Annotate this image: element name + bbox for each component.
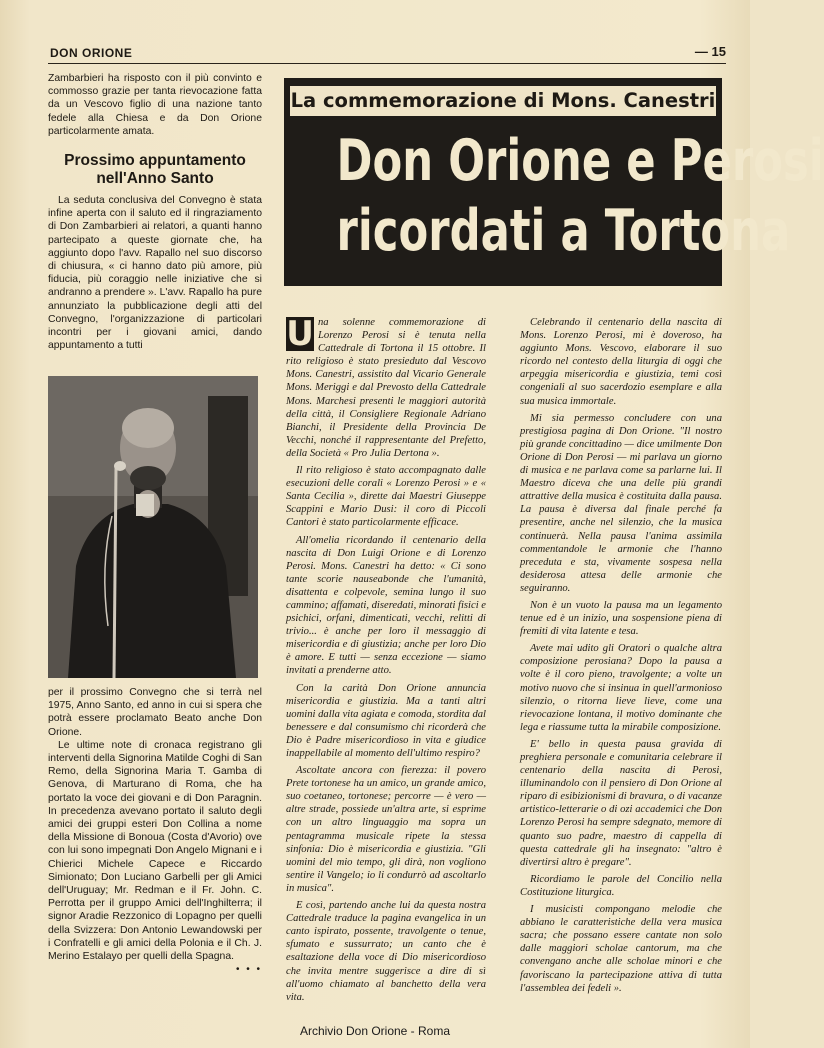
body-paragraph: Con la carità Don Orione annuncia misericordia e giustizia. Ma a tanti altri uomini dalla vita agiata e comoda, stordita dal benessere e dal consumismo chi ricorderà che Dio è Padre misericordioso in vita e giudice inappellabile al momento dell'ultimo respiro? <box>286 682 486 759</box>
body-paragraph: E così, partendo anche lui da questa nostra Cattedrale traduce la pagina evangelica in un canto ispirato, possente, travolgente o tenue, sfumato e sussurrato; un canto che è esaltazione della voce di Dio misericordioso che invita mentre suggerisce a dire di sì all'uomo chiamato al banchetto della vera vita. <box>286 900 486 1003</box>
intro-paragraph: Zambarbieri ha risposto con il più convinto e commosso grazie per tanta rievocazione fatta da un Vescovo figlio di una nazione tanto fedele alla Chiesa e da Don Orione particolarmente amata. <box>48 73 262 137</box>
lead-paragraph: U na solenne commemorazione di Lorenzo Perosi si è tenuta nella Cattedrale di Tortona il 15 ottobre. Il rito religioso è stato presieduto dal Vescovo Mons. Canestri, assistito dal Vicario Generale Mons. Meriggi e dal Prevosto della Cattedrale Mons. Marchesi presenti le maggiori autorità della città, il Consigliere Regionale Adriano Bianchi, il Presidente della Provincia De Vecchi, nonché il rappresentante del Prefetto, della Società « Pro Julia Dertona ». <box>286 314 486 459</box>
article-title-block <box>284 78 824 286</box>
body-paragraph: I musicisti compongano melodie che abbiano le caratteristiche della vera musica sacra; che possano essere cantate non solo dalle maggiori scholae cantorum, ma che convengano anche alle scholae minori e che favoriscano la partecipazione attiva di tutta l'assemblea dei fedeli ». <box>520 904 722 994</box>
archive-footer: Archivio Don Orione - Roma <box>299 1024 451 1038</box>
body-paragraph: La seduta conclusiva del Convegno è stata infine aperta con il saluto ed il ringraziamento di Don Zambarbieri ai relatori, a quanti hanno partecipato a queste giornate che, ha aggiunto dopo l'avv. Rapallo nel suo discorso di chiusura, « ci hanno dato più amore, più fiducia, più coraggio nelle iniziative che si andranno a prendere ». L'avv. Rapallo ha pure annunziato la pubblicazione degli atti del Convegno, l'organizzazione di particolari incontri per i giovani amici, dando appuntamento a tutti <box>48 195 262 352</box>
body-paragraph: per il prossimo Convegno che si terrà nel 1975, Anno Santo, ed anno in cui si spera che potrà essere proclamato Beato anche Don Orione. <box>48 687 262 738</box>
page-number: — 15 <box>694 44 726 59</box>
left-column <box>48 72 262 352</box>
body-paragraph: Ascoltate ancora con fierezza: il povero Prete tortonese ha un amico, un grande amico, suo coetaneo, tortonese; percorre — è vero — altre strade, possiede un'altra arte, si esprime con un altro linguaggio ma sopra un pentagramma musicale ripete la stessa sinfonia: Dio è misericordia e giustizia. "Gli uomini del mio tempo, gli dirà, non vogliono sentire il Vangelo; io li condurrò ad ascoltarlo in musica". <box>286 765 486 894</box>
title-line-2: ricordati a Tortona <box>336 198 791 264</box>
section-subhead: Prossimo appuntamento nell'Anno Santo <box>64 152 246 188</box>
body-paragraph: Avete mai udito gli Oratori o qualche altra composizione perosiana? Dopo la pausa a volte è il coro pieno, travolgente; a volte un motivo nuovo che si insinua in quell'armonioso silenzio, o ritorna lieve lieve, come una rievocazione lontana, il motivo dominante che lega e riassume tutta la mirabile composizione. <box>520 643 722 733</box>
body-paragraph: Non è un vuoto la pausa ma un legamento tenue ed è un inizio, una sospensione piena di fremiti di vita latente e tesa. <box>520 599 722 638</box>
speaker-photo <box>48 376 258 678</box>
body-paragraph: Mi sia permesso concludere con una prestigiosa pagina di Don Orione. "Il nostro più grande concittadino — dice umilmente Don Orione di Don Perosi — mi parlava un giorno di musica e ne parlava come sa parlarne lui. Il Maestro diceva che una delle più grandi attrattive della musica è costituita dalla pausa. La pausa è diversa dal finale perché fa presentire, anche nel silenzio, che la musica continuerà. Nella pausa l'anima assimila commentandole le armonie che l'hanno preceduta e sta, vivamente sospesa nella desiderosa attesa delle armonie che seguiranno. <box>520 412 722 594</box>
header-divider <box>48 63 726 64</box>
body-paragraph: Le ultime note di cronaca registrano gli interventi della Signorina Matilde Coghi di San Remo, della Signorina Maria T. Gamba di Genova, di Marturano di Roma, che ha portato la voce dei giovani e di Don Paragnin. In precedenza avevano portato il saluto degli amici dei gruppi esteri Don Collina a nome della Missione di Bonoua (Costa d'Avorio) ove con lui sono impegnati Don Angelo Mignani e i Chierici Michele Capece e Riccardo Simionato; Don Luciano Garbelli per gli Amici dell'Uruguay; Mr. Redman e il Fr. John. C. Perrotta per il gruppo Amici dell'Inghilterra; il signor Aradie Rezzonico di Lopagno per quelli della Svizzera: Don Antonio Lewandowski per i Confratelli e gli amici della Polonia e il Ch. J. Merino Estalayo per quelli della Spagna. <box>48 739 262 963</box>
left-column-continued <box>48 686 262 976</box>
article-column-1 <box>286 316 486 1008</box>
body-paragraph: E' bello in questa pausa gravida di preghiera personale e comunitaria celebrare il centenario della nascita di Perosi, illuminandolo con il pensiero di Don Orione al riparo di esibizionismi di bravura, o di vacanze artistico-letterarie o di ozi accademici che Don Lorenzo Perosi ha sempre sdegnato, memore di quanto suo padre, maestro di cappella di questa cattedrale gli ha insegnato: "altro è divertirsi altro è pregare". <box>520 738 722 868</box>
body-paragraph: Il rito religioso è stato accompagnato dalle esecuzioni delle corali « Lorenzo Perosi » e « Santa Cecilia », dirette dai Maestri Giuseppe Scappini e Mario Dusi: il coro di Piccoli Cantori è stato particolarmente efficace. <box>286 465 486 529</box>
speaker-at-microphone-image <box>48 376 258 678</box>
running-header: DON ORIONE <box>50 46 133 60</box>
body-paragraph: All'omelia ricordando il centenario della nascita di Don Luigi Orione e di Lorenzo Perosi. Mons. Canestri ha detto: « Ci sono tante scorie nauseabonde che l'umanità, disattenta e colpevole, semina lungo il suo cammino; affamati, diseredati, minorati fisici e psichici, orfani, dimenticati, vecchi, relitti di trivio... è anche per loro il messaggio di misericordia e di giustizia; anche per loro Dio è amore. E tutti — senza eccezione — siamo invitati a prenderne atto. <box>286 534 486 677</box>
drop-cap: U <box>286 314 314 354</box>
body-paragraph: Ricordiamo le parole del Concilio nella Costituzione liturgica. <box>520 873 722 898</box>
end-mark: • • • <box>235 964 262 976</box>
article-kicker: La commemorazione di Mons. Canestri <box>290 86 716 116</box>
title-line-1: Don Orione e Perosi <box>336 128 824 194</box>
body-paragraph: Celebrando il centenario della nascita di Mons. Lorenzo Perosi, mi è doveroso, ha aggiunto Mons. Vescovo, elaborare il suo ricordo nel contesto della liturgia di oggi che arpeggia misericordia e giustizia, temi così congeniali al suo sacerdozio esemplare e alla sua musica immortale. <box>520 317 722 407</box>
article-column-2 <box>520 316 722 999</box>
article-title <box>336 126 824 266</box>
